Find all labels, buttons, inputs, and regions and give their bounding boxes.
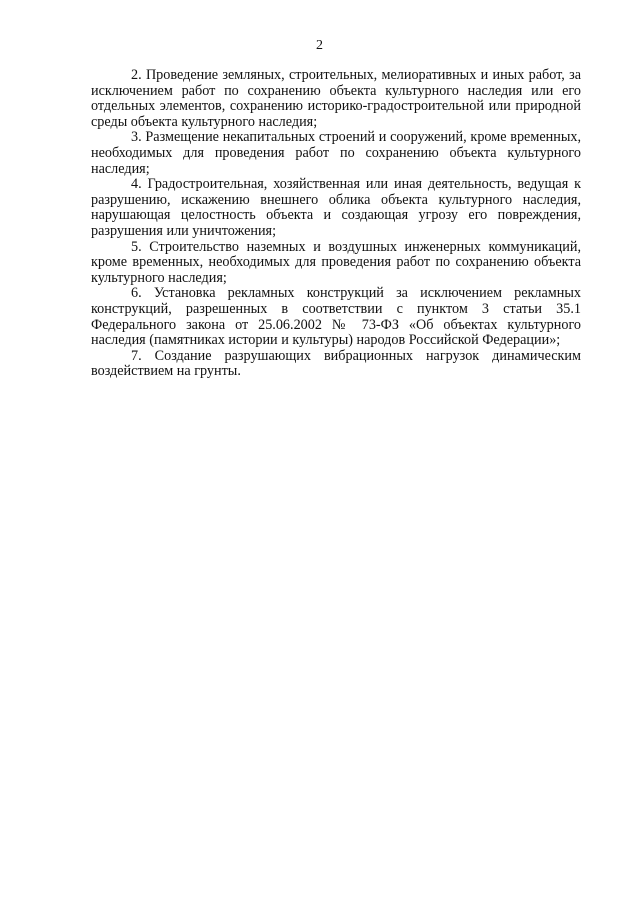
paragraph-item-7: 7. Создание разрушающих вибрационных нагрузок динамическим воздействием на грунты. [91,347,581,380]
paragraph-item-4: 4. Градостроительная, хозяйственная или иная деятельность, ведущая к разрушению, искажению внешнего облика объекта культурного наследия, нарушающая целостность объекта и создающая угрозу его повреждения, разрушения или уничтожения; [91,176,581,239]
document-body [91,68,581,380]
paragraph-item-6: 6. Установка рекламных конструкций за исключением рекламных конструкций, разрешенных в соответствии с пунктом 3 статьи 35.1 Федерального закона от 25.06.2002 № 73-ФЗ «Об объектах культурного наследия (памятниках истории и культуры) народов Российской Федерации»; [91,285,581,349]
paragraph-item-5: 5. Строительство наземных и воздушных инженерных коммуникаций, кроме временных, необходимых для проведения работ по сохранению объекта культурного наследия; [91,238,581,286]
paragraph-item-3: 3. Размещение некапитальных строений и сооружений, кроме временных, необходимых для проведения работ по сохранению объекта культурного наследия; [91,129,581,177]
page-number: 2 [316,38,323,53]
paragraph-item-2: 2. Проведение земляных, строительных, мелиоративных и иных работ, за исключением работ по сохранению объекта культурного наследия или его отдельных элементов, сохранению историко-градостроительной или природной среды объекта культурного наследия; [91,67,581,130]
